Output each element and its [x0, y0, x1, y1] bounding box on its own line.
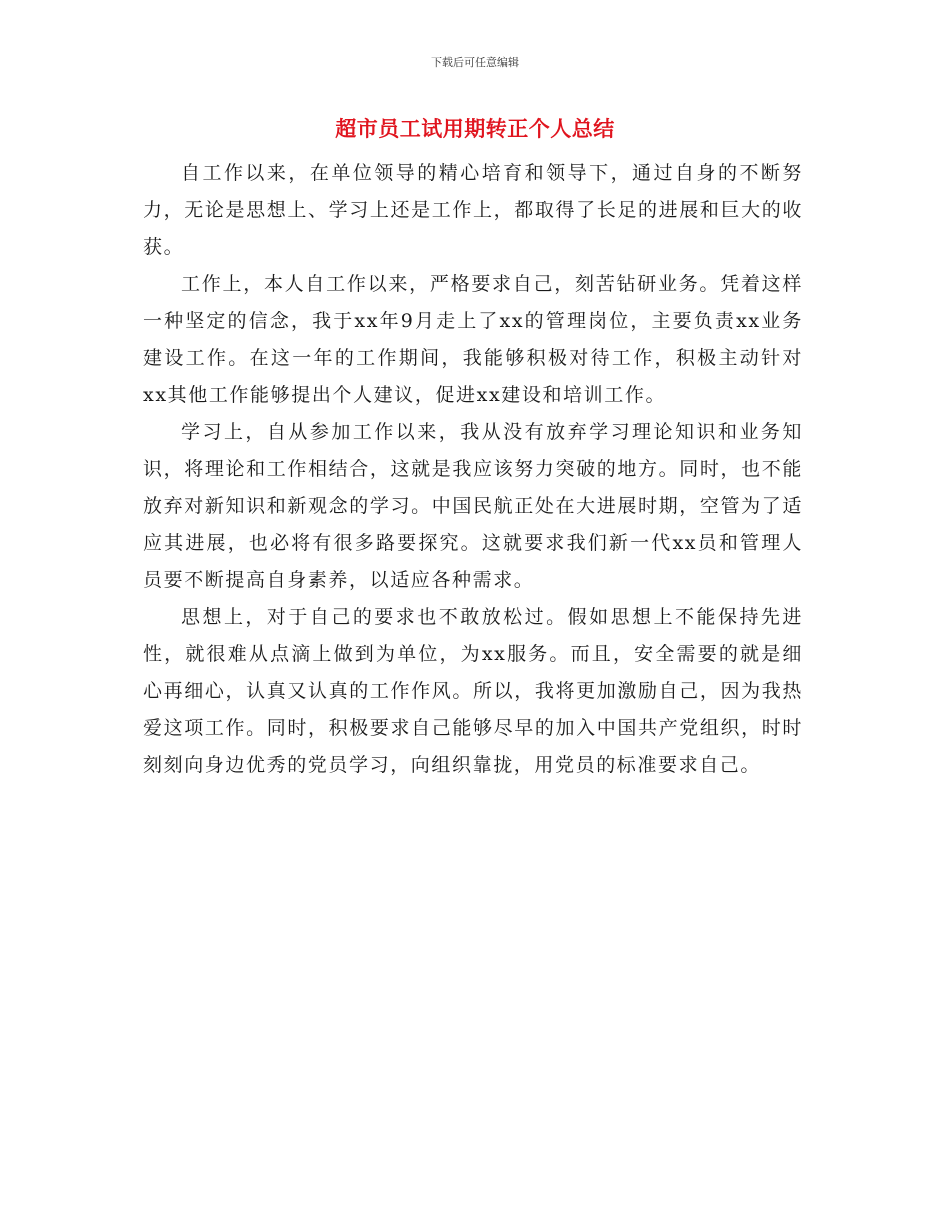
- paragraph-intro: 自工作以来，在单位领导的精心培育和领导下，通过自身的不断努力，无论是思想上、学习上还是工作上，都取得了长足的进展和巨大的收获。: [143, 162, 803, 258]
- paragraph-study: 学习上，自从参加工作以来，我从没有放弃学习理论知识和业务知识，将理论和工作相结合，这就是我应该努力突破的地方。同时，也不能放弃对新知识和新观念的学习。中国民航正处在大进展时期，空管为了适应其进展，也必将有很多路要探究。这就要求我们新一代xx员和管理人员要不断提高自身素养，以适应各种需求。: [143, 421, 803, 591]
- document-body: [143, 155, 803, 784]
- header-note: 下载后可任意编辑: [431, 56, 519, 69]
- paragraph-work: 工作上，本人自工作以来，严格要求自己，刻苦钻研业务。凭着这样一种坚定的信念，我于xx年9月走上了xx的管理岗位，主要负责xx业务建设工作。在这一年的工作期间，我能够积极对待工作，积极主动针对xx其他工作能够提出个人建议，促进xx建设和培训工作。: [143, 273, 803, 406]
- document-title: 超市员工试用期转正个人总结: [335, 116, 615, 141]
- paragraph-thought: 思想上，对于自己的要求也不敢放松过。假如思想上不能保持先进性，就很难从点滴上做到为单位，为xx服务。而且，安全需要的就是细心再细心，认真又认真的工作作风。所以，我将更加激励自己，因为我热爱这项工作。同时，积极要求自己能够尽早的加入中国共产党组织，时时刻刻向身边优秀的党员学习，向组织靠拢，用党员的标准要求自己。: [143, 606, 803, 776]
